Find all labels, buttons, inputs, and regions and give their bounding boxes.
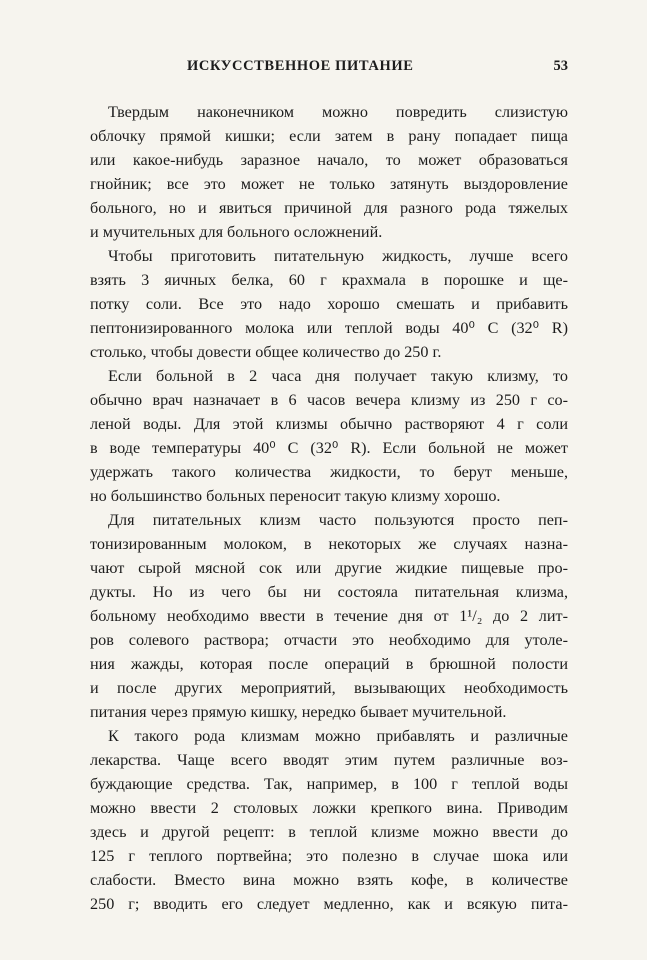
text-line: К такого рода клизмам можно прибавлять и различные	[108, 727, 568, 745]
text-line: больному необходимо ввести в течение дня от 1¹/₂ до 2 лит-	[90, 607, 568, 625]
page-body	[90, 100, 568, 916]
running-title: ИСКУССТВЕННОЕ ПИТАНИЕ	[187, 58, 414, 74]
text-line: Если больной в 2 часа дня получает такую клизму, то	[108, 367, 568, 385]
text-line: дукты. Но из чего бы ни состояла питательная клизма,	[90, 583, 568, 601]
paragraph-2	[90, 244, 568, 364]
text-line: потку соли. Все это надо хорошо смешать и прибавить	[90, 295, 568, 313]
text-line: слабости. Вместо вина можно взять кофе, в количестве	[90, 871, 568, 889]
text-line: пептонизированного молока или теплой воды 40⁰ С (32⁰ R)	[90, 319, 568, 337]
text-line: чают сырой мясной сок или другие жидкие пищевые про-	[90, 559, 568, 577]
text-line: буждающие средства. Так, например, в 100 г теплой воды	[90, 775, 568, 793]
paragraph-4	[90, 508, 568, 724]
text-line: лекарства. Чаще всего вводят этим путем различные воз-	[90, 751, 568, 769]
text-line: и мучительных для больного осложнений.	[90, 223, 383, 241]
text-line: питания через прямую кишку, нередко бывает мучительной.	[90, 703, 507, 721]
text-line: больного, но и явиться причиной для разного рода тяжелых	[90, 199, 568, 217]
text-line: ния жажды, которая после операций в брюшной полости	[90, 655, 568, 673]
text-line: но большинство больных переносит такую клизму хорошо.	[90, 487, 501, 505]
page-number: 53	[553, 58, 568, 74]
paragraph-5	[90, 724, 568, 916]
page-header	[90, 58, 568, 82]
text-line: облочку прямой кишки; если затем в рану попадает пища	[90, 127, 568, 145]
text-line: обычно врач назначает в 6 часов вечера клизму из 250 г со-	[90, 391, 568, 409]
text-line: леной воды. Для этой клизмы обычно растворяют 4 г соли	[90, 415, 568, 433]
text-line: удержать такого количества жидкости, то берут меньше,	[90, 463, 568, 481]
text-line: здесь и другой рецепт: в теплой клизме можно ввести до	[90, 823, 568, 841]
text-line: столько, чтобы довести общее количество до 250 г.	[90, 343, 442, 361]
text-line: Для питательных клизм часто пользуются просто пеп-	[108, 511, 568, 529]
text-line: 250 г; вводить его следует медленно, как и всякую пита-	[90, 895, 568, 913]
text-line: Чтобы приготовить питательную жидкость, лучше всего	[108, 247, 568, 265]
text-line: можно ввести 2 столовых ложки крепкого вина. Приводим	[90, 799, 568, 817]
text-line: гнойник; все это может не только затянуть выздоровление	[90, 175, 568, 193]
text-line: или какое-нибудь заразное начало, то может образоваться	[90, 151, 568, 169]
text-line: и после других мероприятий, вызывающих необходимость	[90, 679, 568, 697]
text-line: взять 3 яичных белка, 60 г крахмала в порошке и ще-	[90, 271, 568, 289]
paragraph-1	[90, 100, 568, 244]
paragraph-3	[90, 364, 568, 508]
text-line: 125 г теплого портвейна; это полезно в случае шока или	[90, 847, 568, 865]
text-line: ров солевого раствора; отчасти это необходимо для утоле-	[90, 631, 568, 649]
text-line: Твердым наконечником можно повредить слизистую	[108, 103, 568, 121]
text-line: тонизированным молоком, в некоторых же случаях назна-	[90, 535, 568, 553]
text-line: в воде температуры 40⁰ С (32⁰ R). Если больной не может	[90, 439, 568, 457]
